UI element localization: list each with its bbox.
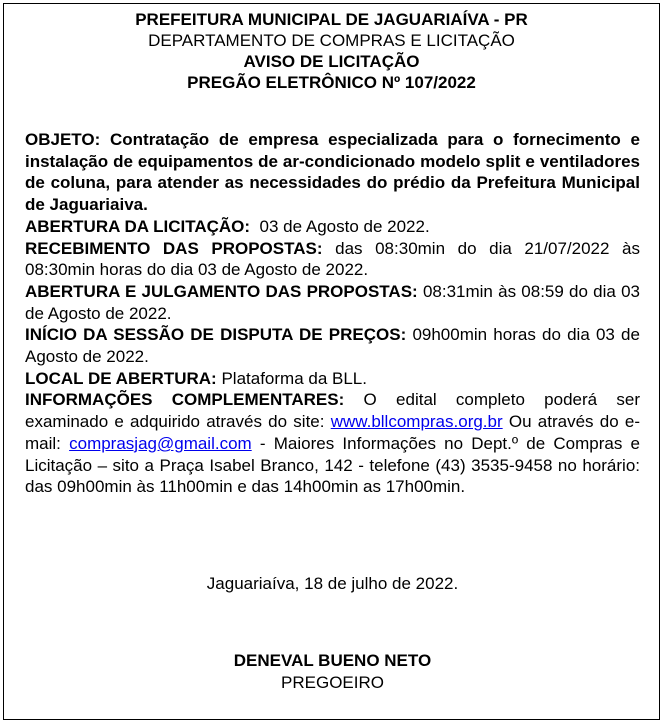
julgamento-label: ABERTURA E JULGAMENTO DAS PROPOSTAS: xyxy=(25,281,418,301)
julgamento-paragraph xyxy=(25,281,640,324)
objeto-paragraph xyxy=(25,129,640,216)
inicio-paragraph xyxy=(25,324,640,367)
objeto-label: OBJETO: xyxy=(25,130,101,149)
local-label: LOCAL DE ABERTURA: xyxy=(25,368,217,388)
notice-body xyxy=(25,129,640,498)
department-title: DEPARTAMENTO DE COMPRAS E LICITAÇÃO xyxy=(148,31,515,50)
local-text: Plataforma da BLL. xyxy=(221,368,367,388)
notice-title: AVISO DE LICITAÇÃO xyxy=(243,52,420,71)
informacoes-label: INFORMAÇÕES COMPLEMENTARES: xyxy=(25,390,345,410)
inicio-label: INÍCIO DA SESSÃO DE DISPUTA DE PREÇOS: xyxy=(25,325,407,345)
recebimento-paragraph xyxy=(25,238,640,281)
signature-block xyxy=(4,650,661,694)
auction-number: PREGÃO ELETRÔNICO Nº 107/2022 xyxy=(187,73,476,92)
site-link[interactable]: www.bllcompras.org.br xyxy=(330,412,503,432)
local-paragraph xyxy=(25,368,640,390)
julgamento-text: 08:31min às 08:59 do dia 03 de Agosto de 2022. xyxy=(25,281,640,323)
informacoes-paragraph xyxy=(25,389,640,498)
date-line: Jaguariaíva, 18 de julho de 2022. xyxy=(206,574,459,593)
informacoes-text1: O edital completo poderá ser examinado e adquirido através do site: xyxy=(25,390,640,432)
signatory-name: DENEVAL BUENO NETO xyxy=(233,651,432,670)
email-link[interactable]: comprasjag@gmail.com xyxy=(69,433,252,453)
recebimento-text: das 08:30min do dia 21/07/2022 às 08:30min horas do dia 03 de Agosto de 2022. xyxy=(25,238,640,280)
inicio-text: 09h00min horas do dia 03 de Agosto de 2022. xyxy=(25,325,640,367)
abertura-label: ABERTURA DA LICITAÇÃO: xyxy=(25,216,251,236)
informacoes-text3: - Maiores Informações no Dept.º de Compras e Licitação – sito a Praça Isabel Branco, 142 - telefone (43) 3535-9458 no horário: das 09h00min às 11h00min e das 14h00min as 17h00min. xyxy=(25,433,640,497)
notice-frame xyxy=(3,3,660,720)
municipality-title: PREFEITURA MUNICIPAL DE JAGUARIAÍVA - PR xyxy=(135,10,528,29)
recebimento-label: RECEBIMENTO DAS PROPOSTAS: xyxy=(25,238,323,258)
signatory-role: PREGOEIRO xyxy=(281,673,384,692)
abertura-paragraph xyxy=(25,216,640,238)
abertura-text: 03 de Agosto de 2022. xyxy=(259,216,430,236)
notice-header xyxy=(4,4,659,93)
informacoes-text2: Ou através do e-mail: xyxy=(25,412,640,453)
objeto-text: Contratação de empresa especializada para o fornecimento e instalação de equipamentos de ar-condicionado modelo split e ventiladores de coluna, para atender as necessidades do prédio da Prefeitura Municipal de Jaguariaiva. xyxy=(25,130,640,215)
